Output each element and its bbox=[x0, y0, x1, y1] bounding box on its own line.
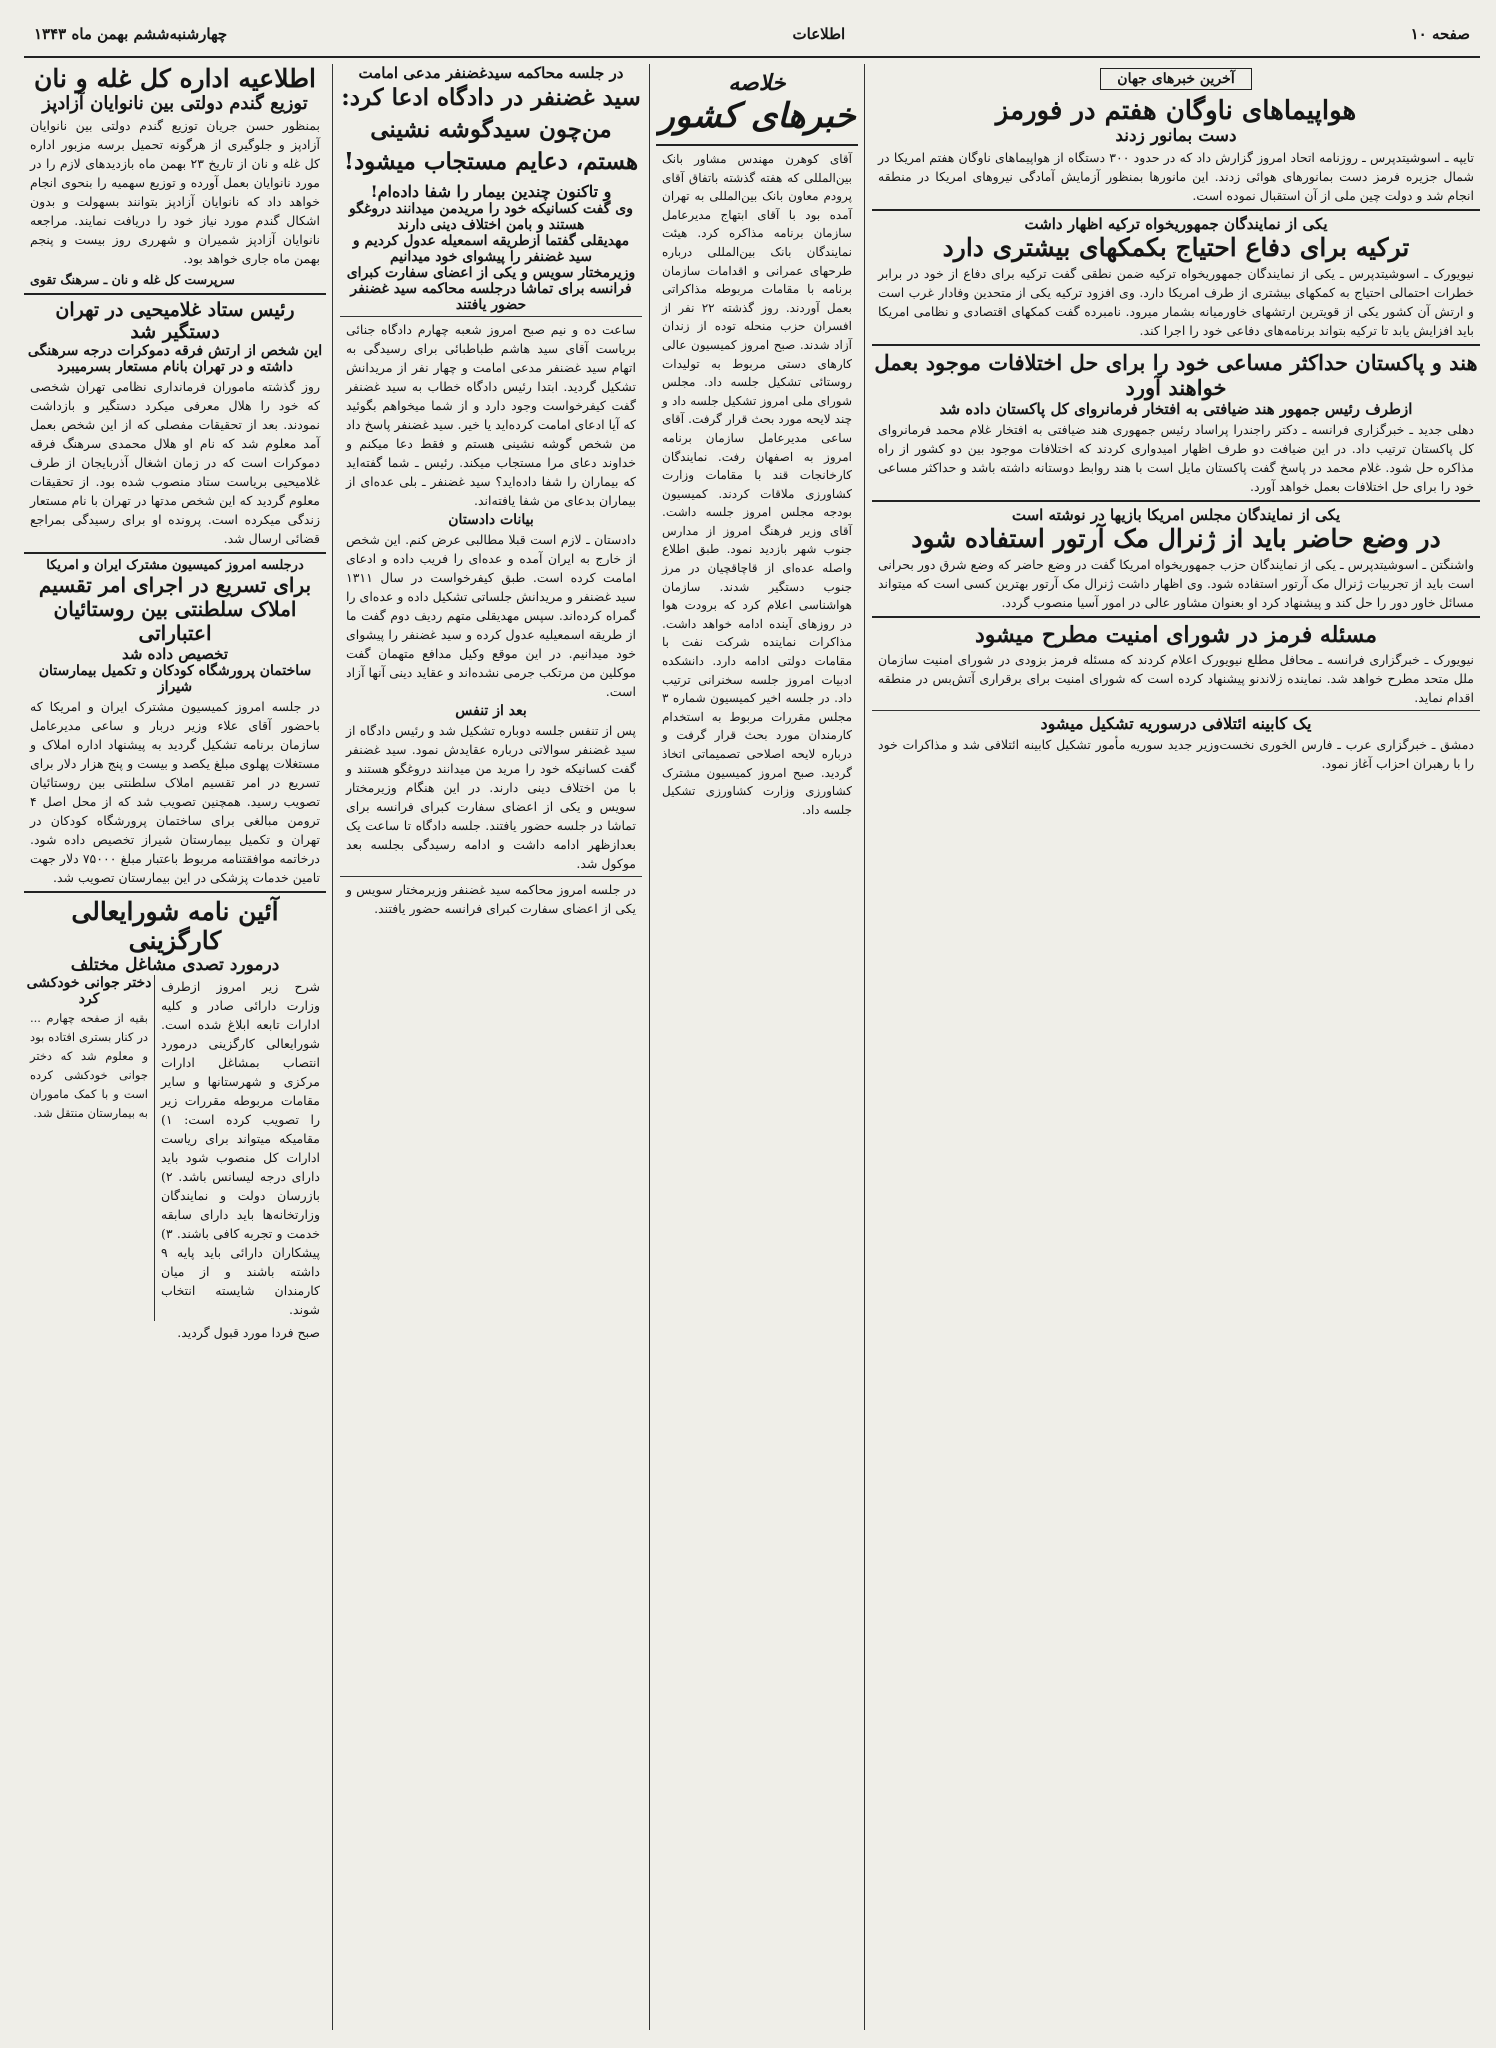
article-title: دختر جوانی خودکشی کرد bbox=[26, 975, 152, 1007]
article-subtitle: ازطرف رئیس جمهور هند ضیافتی به افتخار فرمانروای کل پاکستان داده شد bbox=[939, 400, 1413, 418]
section-subhead: بعد از تنفس bbox=[455, 703, 527, 719]
article-kicker: در جلسه محاکمه سیدغضنفر مدعی امامت bbox=[358, 64, 624, 82]
article-footer: در جلسه امروز محاکمه سید غضنفر وزیرمختار سویس و یکی از اعضای سفارت کبرای فرانسه حضور یافتند. bbox=[346, 882, 636, 916]
column-divider bbox=[649, 64, 650, 2030]
article-body: بقیه از صفحه چهارم ... در کنار بستری افتاده بود و معلوم شد که دختر جوانی خودکشی کرده است و با کمک ماموران به بیمارستان منتقل شد. bbox=[30, 1011, 148, 1120]
article-title: اطلاعیه اداره کل غله و نان bbox=[34, 64, 316, 93]
article-body: دادستان ـ لازم است قبلا مطالبی عرض کنم. این شخص از خارج به ایران آمده و عده‌ای را فریب داده و ادعای امامت کرده است. طبق کیفرخواست در سال ۱۳۱۱ سید غضنفر و مریدانش جلساتی تشکیل داده و عده‌ای را گمراه کرده‌اند. سپس مهدیقلی متهم ردیف دوم گفت ما از طریقه اسمعیلیه عدول کرده و سید غضنفر را پیشوای خود میدانیم. در این موقع وکیل مدافع متهمان گفت موکلین من مرتکب جرمی نشده‌اند و عقاید دینی آنها آزاد است. bbox=[346, 532, 636, 699]
article-body: پس از تنفس جلسه دوباره تشکیل شد و رئیس دادگاه از سید غضنفر سوالاتی درباره عقایدش نمود. سید غضنفر گفت کسانیکه خود را مرید من میدانند دروغگو هستند و با من اختلاف دینی دارند. در این هنگام وزیرمختار سویس و یکی از اعضای سفارت کبرای فرانسه برای تماشا در جلسه حضور یافتند. جلسه دادگاه تا ساعت یک بعدازظهر ادامه داشت و ادامه رسیدگی بجلسه بعد موکول شد. bbox=[346, 723, 636, 871]
article-body: دمشق ـ خبرگزاری عرب ـ فارس الخوری نخست‌وزیر جدید سوریه مأمور تشکیل کابینه ائتلافی شد و مذاکرات خود را با رهبران احزاب آغاز نمود. bbox=[878, 737, 1474, 771]
article-body: ساعت ده و نیم صبح امروز شعبه چهارم دادگاه جنائی بریاست آقای سید هاشم طباطبائی برای رسیدگی به اتهام سید غضنفر مدعی امامت و چهار نفر از مریدانش تشکیل گردید. ابتدا رئیس دادگاه خطاب به سید غضنفر گفت کیفرخواست وجود دارد و از شما میخواهم بگوئید که آیا ادعای امامت کرده‌اید یا خیر. سید غضنفر پاسخ داد من شخص گوشه نشینی هستم و فقط دعا میکنم و خداوند دعای مرا مستجاب میکند. رئیس ـ شما گفته‌اید که بیماران را شفا داده‌اید؟ سید غضنفر ـ بلی عده‌ای از بیماران بدعای من شفا یافته‌اند. bbox=[346, 322, 636, 508]
world-news-column bbox=[872, 64, 1480, 2030]
newspaper-page bbox=[24, 12, 1480, 2040]
section-header-title: خبرهای کشور bbox=[658, 96, 856, 136]
article-title: برای تسریع در اجرای امر تقسیم املاک سلطنتی بین روستائیان اعتباراتی bbox=[38, 573, 312, 645]
article-kicker: درجلسه امروز کمیسیون مشترک ایران و امریکا bbox=[46, 558, 304, 573]
section-header bbox=[656, 64, 858, 146]
article-subtitle: وزیرمختار سویس و یکی از اعضای سفارت کبرای فرانسه برای تماشا درجلسه محاکمه سید غضنفر حضور یافتند bbox=[346, 265, 636, 313]
article-kicker: یکی از نمایندگان جمهوریخواه ترکیه اظهار داشت bbox=[1024, 215, 1328, 233]
notices-column bbox=[24, 64, 326, 2030]
article-subtitle: دست بمانور زدند bbox=[1115, 126, 1237, 146]
article-subtitle: توزیع گندم دولتی بین نانوایان آزادپز bbox=[42, 93, 308, 114]
article-subtitle: وی گفت کسانیکه خود را مریدمن میدانند دروغگو هستند و بامن اختلاف دینی دارند bbox=[349, 201, 633, 233]
article-body: شرح زیر امروز ازطرف وزارت دارائی صادر و کلیه ادارات تابعه ابلاغ شده است. شورایعالی کارگزینی درمورد انتصاب بمشاغل ادارات مرکزی و شهرستانها و سایر مقامات مربوطه مقررات زیر را تصویب کرده است: ۱) مقامیکه میتواند برای ریاست ادارات کل منصوب شود باید دارای درجه لیسانس باشد. ۲) بازرسان دولت و نمایندگان وزارتخانه‌ها باید دارای سابقه خدمت و تجربه کافی باشند. ۳) پیشکاران دارائی باید پایه ۹ داشته باشند و از میان کارمندان شایسته انتخاب شوند. bbox=[161, 979, 320, 1317]
article-body: آقای کوهرن مهندس مشاور بانک بین‌المللی که هفته گذشته باتفاق آقای پرودم معاون بانک بین‌المللی به تهران آمده بود با آقای ابتهاج مدیرعامل سازمان برنامه مذاکره کرد. هیئت نمایندگان بانک بین‌المللی درباره طرحهای عمرانی و اقدامات سازمان برنامه با مقامات مربوطه مذاکراتی بعمل آوردند. روز گذشته ۲۲ نفر از افسران حزب منحله توده از زندان آزاد شدند. صبح امروز کمیسیون عالی کارهای دستی مربوط به تولیدات روستائی تشکیل جلسه داد. مجلس شورای ملی امروز تشکیل جلسه داد و چند لایحه مورد بحث قرار گرفت. آقای ساعی مدیرعامل سازمان برنامه امروز به اصفهان رفت. نمایندگان کارخانجات قند با مقامات وزارت کشاورزی ملاقات کردند. کمیسیون بودجه مجلس امروز جلسه داشت. آقای وزیر فرهنگ امروز از مدارس جنوب شهر بازدید نمود. طبق اطلاع واصله عده‌ای از قاچاقچیان در مرز جنوب دستگیر شدند. سازمان هواشناسی اعلام کرد که برودت هوا در روزهای آینده ادامه خواهد داشت. مذاکرات نماینده شرکت نفت با مقامات دولتی ادامه دارد. دانشکده ادبیات امروز جلسه سخنرانی ترتیب داد. در جلسه اخیر کمیسیون شماره ۳ مجلس مقررات مربوط به استخدام کارمندان مورد بحث قرار گرفت و درباره لایحه اصلاحی تصمیماتی اتخاذ گردید. صبح امروز کمیسیون مشترک کشاورزی وزارت کشاورزی تشکیل جلسه داد. bbox=[662, 152, 852, 817]
issue-date: چهارشنبه‌ششم بهمن ماه ۱۳۴۳ bbox=[34, 25, 228, 43]
section-subhead: بیانات دادستان bbox=[448, 512, 534, 528]
article-body: دهلی جدید ـ خبرگزاری فرانسه ـ دکتر راجندرا پراساد رئیس جمهوری هند ضیافتی به افتخار غلام محمد فرمانروای کل پاکستان ترتیب داد. در این ضیافت دو طرف اظهار امیدواری کردند که اختلافات موجود بین دو کشور از راه مذاکره حل شود. غلام محمد در پاسخ گفت پاکستان مایل است با هند روابط دوستانه داشته باشد و حداکثر مساعی خود را برای حل اختلافات بعمل خواهد آورد. bbox=[878, 422, 1474, 494]
article-title: سید غضنفر در دادگاه ادعا کرد: من‌چون سیدگوشه نشینی هستم، دعایم مستجاب میشود! bbox=[341, 84, 641, 175]
article-title: هواپیماهای ناوگان هفتم در فورمز bbox=[995, 96, 1357, 126]
article-subtitle: مهدیقلی گفتما ازطریقه اسمعیله عدول کردیم و سید غضنفر را پیشوای خود میدانیم bbox=[352, 233, 630, 265]
trial-article-column bbox=[340, 64, 642, 2030]
column-divider bbox=[864, 64, 865, 2030]
article-body: بمنظور حسن جریان توزیع گندم دولتی بین نانوایان آزادپز و جلوگیری از هرگونه تحمیل برسه مزبور اداره کل غله و نان از تاریخ ۲۳ بهمن ماه بازدیدهای لازم را در مورد نانوایان بعمل آورده و توزیع سهمیه را بنحوی انجام خواهد داد که نانوایان آزادپز بتوانند بسهولت و بدون اشکال گندم مورد نیاز خود را دریافت نمایند. مراجعه نانوایان آزادپز شمیران و شهرری روز بیست و پنجم بهمن ماه جاری خواهد بود. bbox=[30, 118, 320, 266]
article-footer: صبح فردا مورد قبول گردید. bbox=[177, 1325, 320, 1340]
article-subtitle: ساختمان پرورشگاه کودکان و تکمیل بیمارستان شیراز bbox=[38, 663, 312, 695]
article-subtitle: درمورد تصدی مشاغل مختلف bbox=[70, 955, 280, 975]
article-title: یک کابینه ائتلافی درسوریه تشکیل میشود bbox=[1040, 714, 1312, 733]
article-deck: تخصیص داده شد bbox=[121, 645, 229, 663]
article-title: ترکیه برای دفاع احتیاج بکمکهای بیشتری دارد bbox=[942, 233, 1410, 262]
article-body: واشنگتن ـ اسوشیتدپرس ـ یکی از نمایندگان حزب جمهوریخواه امریکا گفت در وضع حاضر که وضع شرق دور بحرانی است باید از تجربیات ژنرال مک آرتور استفاده شود. وی اظهار داشت ژنرال مک آرتور بهترین کسی است که میتواند مسائل خاور دور را حل کند و پیشنهاد کرد او بعنوان مشاور عالی در امور آسیا منصوب گردد. bbox=[878, 557, 1474, 610]
article-subtitle: این شخص از ارتش فرقه دموکرات درجه سرهنگی داشته و در تهران بانام مستعار بسرمیبرد bbox=[27, 343, 323, 375]
newspaper-name: اطلاعات bbox=[792, 25, 846, 43]
article-body: نیویورک ـ خبرگزاری فرانسه ـ محافل مطلع نیویورک اعلام کردند که مسئله فرمز بزودی در شورای امنیت سازمان ملل متحد مطرح خواهد شد. نماینده زلاندنو پیشنهاد کرده است که شورای امنیت برای برقراری آتش‌بس در منطقه اقدام نماید. bbox=[878, 652, 1474, 705]
article-body: تایپه ـ اسوشیتدپرس ـ روزنامه اتحاد امروز گزارش داد که در حدود ۳۰۰ دستگاه از هواپیماهای ناوگان هفتم امریکا در شمال جزیره فرمز دست بمانورهای هوائی زدند. این مانورها بمنظور آزمایش آمادگی نیروهای امریکا در منطقه انجام شد و دولت چین ملی از آن استقبال نموده است. bbox=[878, 150, 1474, 203]
article-body: نیویورک ـ اسوشیتدپرس ـ یکی از نمایندگان جمهوریخواه ترکیه ضمن نطقی گفت ترکیه برای دفاع از خود در برابر خطرات احتمالی احتیاج به کمکهای بیشتری از طرف امریکا دارد. وی افزود ترکیه یکی از متحدین وفادار غرب است و ارتش آن کشور یکی از قویترین ارتشهای خاورمیانه بشمار میرود. نامبرده گفت کمکهای اقتصادی و نظامی امریکا باید افزایش یابد تا ترکیه بتواند برنامه‌های دفاعی خود را اجرا کند. bbox=[878, 266, 1474, 338]
article-title: آئین نامه شورایعالی کارگزینی bbox=[71, 897, 279, 955]
article-body: در جلسه امروز کمیسیون مشترک ایران و امریکا که باحضور آقای علاء وزیر دربار و ساعی مدیرعامل سازمان برنامه تشکیل گردید به پیشنهاد اداره املاک و مستغلات پهلوی مبلغ یکصد و بیست و پنج هزار دلار برای تسریع در امر تقسیم املاک سلطنتی بین روستائیان تصویب رسید. همچنین تصویب شد که از محل اصل ۴ ترومن مبالغی برای ساختمان پرورشگاه کودکان در تهران و تکمیل بیمارستان شیراز تخصیص داده شود. درخاتمه موافقتنامه مربوط باعتبار مبلغ ۷۵۰۰۰ دلار جهت تامین خدمات پزشکی در این بیمارستان تصویب شد. bbox=[30, 699, 320, 885]
domestic-news-column bbox=[656, 64, 858, 2030]
article-title: هند و پاکستان حداکثر مساعی خود را برای حل اختلافات موجود بعمل خواهند آورد bbox=[874, 350, 1478, 400]
article-signature: سرپرست کل غله و نان ـ سرهنگ تقوی bbox=[30, 272, 235, 287]
masthead bbox=[24, 12, 1480, 58]
page-number: صفحه ۱۰ bbox=[1410, 25, 1470, 43]
article-kicker: یکی از نمایندگان مجلس امریکا بازیها در نوشته است bbox=[1011, 506, 1341, 524]
article-subtitle: و تاکنون چندین بیمار را شفا داده‌ام! bbox=[370, 182, 612, 201]
article-title: در وضع حاضر باید از ژنرال مک آرتور استفاده شود bbox=[911, 524, 1441, 553]
article-title: رئیس ستاد غلامیحیی در تهران دستگیر شد bbox=[55, 299, 295, 343]
article-body: روز گذشته ماموران فرمانداری نظامی تهران شخصی که خود را هلال معرفی میکرد دستگیر و بازداشت نمودند. بعد از تحقیقات مفصلی که از این شخص بعمل آمد معلوم شد که نام او هلال محمدی سرهنگ فرقه دموکرات است که در زمان اشغال آذربایجان از طرف غلامیحیی بریاست ستاد منصوب شده بود. از تحقیقات معلوم گردید که این شخص مدتها در تهران با نام مستعار زندگی میکرده است. پرونده او برای رسیدگی بمراجع قضائی ارسال شد. bbox=[30, 379, 320, 546]
article-title: مسئله فرمز در شورای امنیت مطرح میشود bbox=[975, 622, 1377, 648]
column-divider bbox=[332, 64, 333, 2030]
section-header-top: خلاصه bbox=[728, 70, 786, 96]
world-news-box-title: آخرین خبرهای جهان bbox=[1100, 68, 1251, 90]
